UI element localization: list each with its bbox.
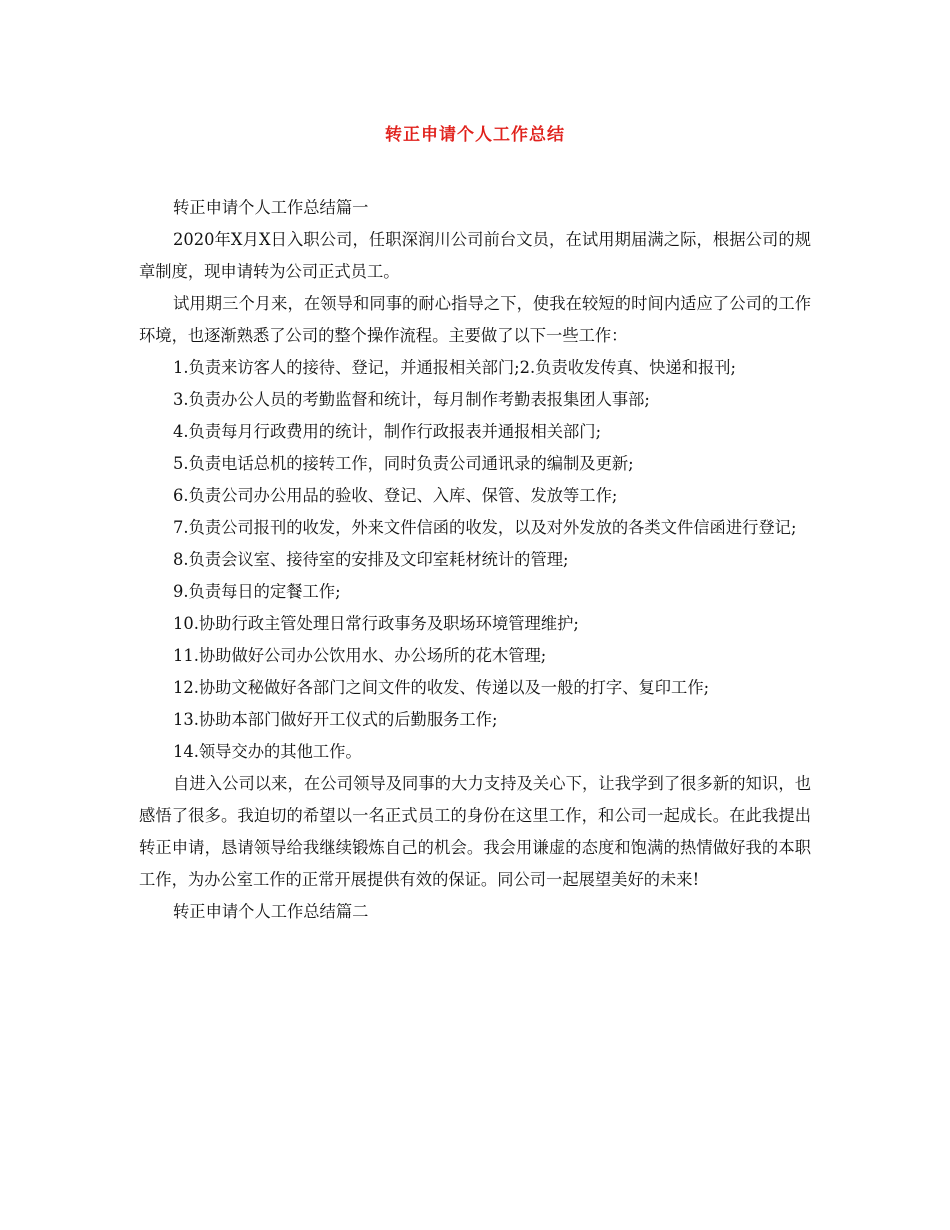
list-item: 11.协助做好公司办公饮用水、办公场所的花木管理; (173, 646, 547, 665)
list-item: 13.协助本部门做好开工仪式的后勤服务工作; (173, 710, 498, 729)
paragraph-conclusion: 自进入公司以来，在公司领导及同事的大力支持及关心下，让我学到了很多新的知识，也感悟了很多。我迫切的希望以一名正式员工的身份在这里工作，和公司一起成长。在此我提出转正申请，恳请领导给我继续锻炼自己的机会。我会用谦虚的态度和饱满的热情做好我的本职工作，为办公室工作的正常开展提供有效的保证。同公司一起展望美好的未来! (139, 774, 811, 889)
list-item: 14.领导交办的其他工作。 (173, 742, 362, 761)
paragraph-intro: 2020年X月X日入职公司，任职深润川公司前台文员，在试用期届满之际，根据公司的规章制度，现申请转为公司正式员工。 (139, 230, 811, 281)
paragraph-probation: 试用期三个月来，在领导和同事的耐心指导之下，使我在较短的时间内适应了公司的工作环境，也逐渐熟悉了公司的整个操作流程。主要做了以下一些工作： (139, 294, 811, 345)
list-item: 6.负责公司办公用品的验收、登记、入库、保管、发放等工作; (173, 486, 618, 505)
list-item: 7.负责公司报刊的收发，外来文件信函的收发，以及对外发放的各类文件信函进行登记; (173, 518, 797, 537)
section-heading-1: 转正申请个人工作总结篇一 (173, 198, 369, 217)
list-item: 3.负责办公人员的考勤监督和统计，每月制作考勤表报集团人事部; (173, 390, 650, 409)
list-item: 12.协助文秘做好各部门之间文件的收发、传递以及一般的打字、复印工作; (173, 678, 710, 697)
list-item: 9.负责每日的定餐工作; (173, 582, 341, 601)
list-item: 4.负责每月行政费用的统计，制作行政报表并通报相关部门; (173, 422, 602, 441)
document-body (139, 192, 811, 928)
list-item: 1.负责来访客人的接待、登记，并通报相关部门;2.负责收发传真、快递和报刊; (173, 358, 737, 377)
document-title: 转正申请个人工作总结 (385, 125, 565, 145)
list-item: 10.协助行政主管处理日常行政事务及职场环境管理维护; (173, 614, 579, 633)
list-item: 5.负责电话总机的接转工作，同时负责公司通讯录的编制及更新; (173, 454, 634, 473)
list-item: 8.负责会议室、接待室的安排及文印室耗材统计的管理; (173, 550, 569, 569)
section-heading-2: 转正申请个人工作总结篇二 (173, 902, 369, 921)
